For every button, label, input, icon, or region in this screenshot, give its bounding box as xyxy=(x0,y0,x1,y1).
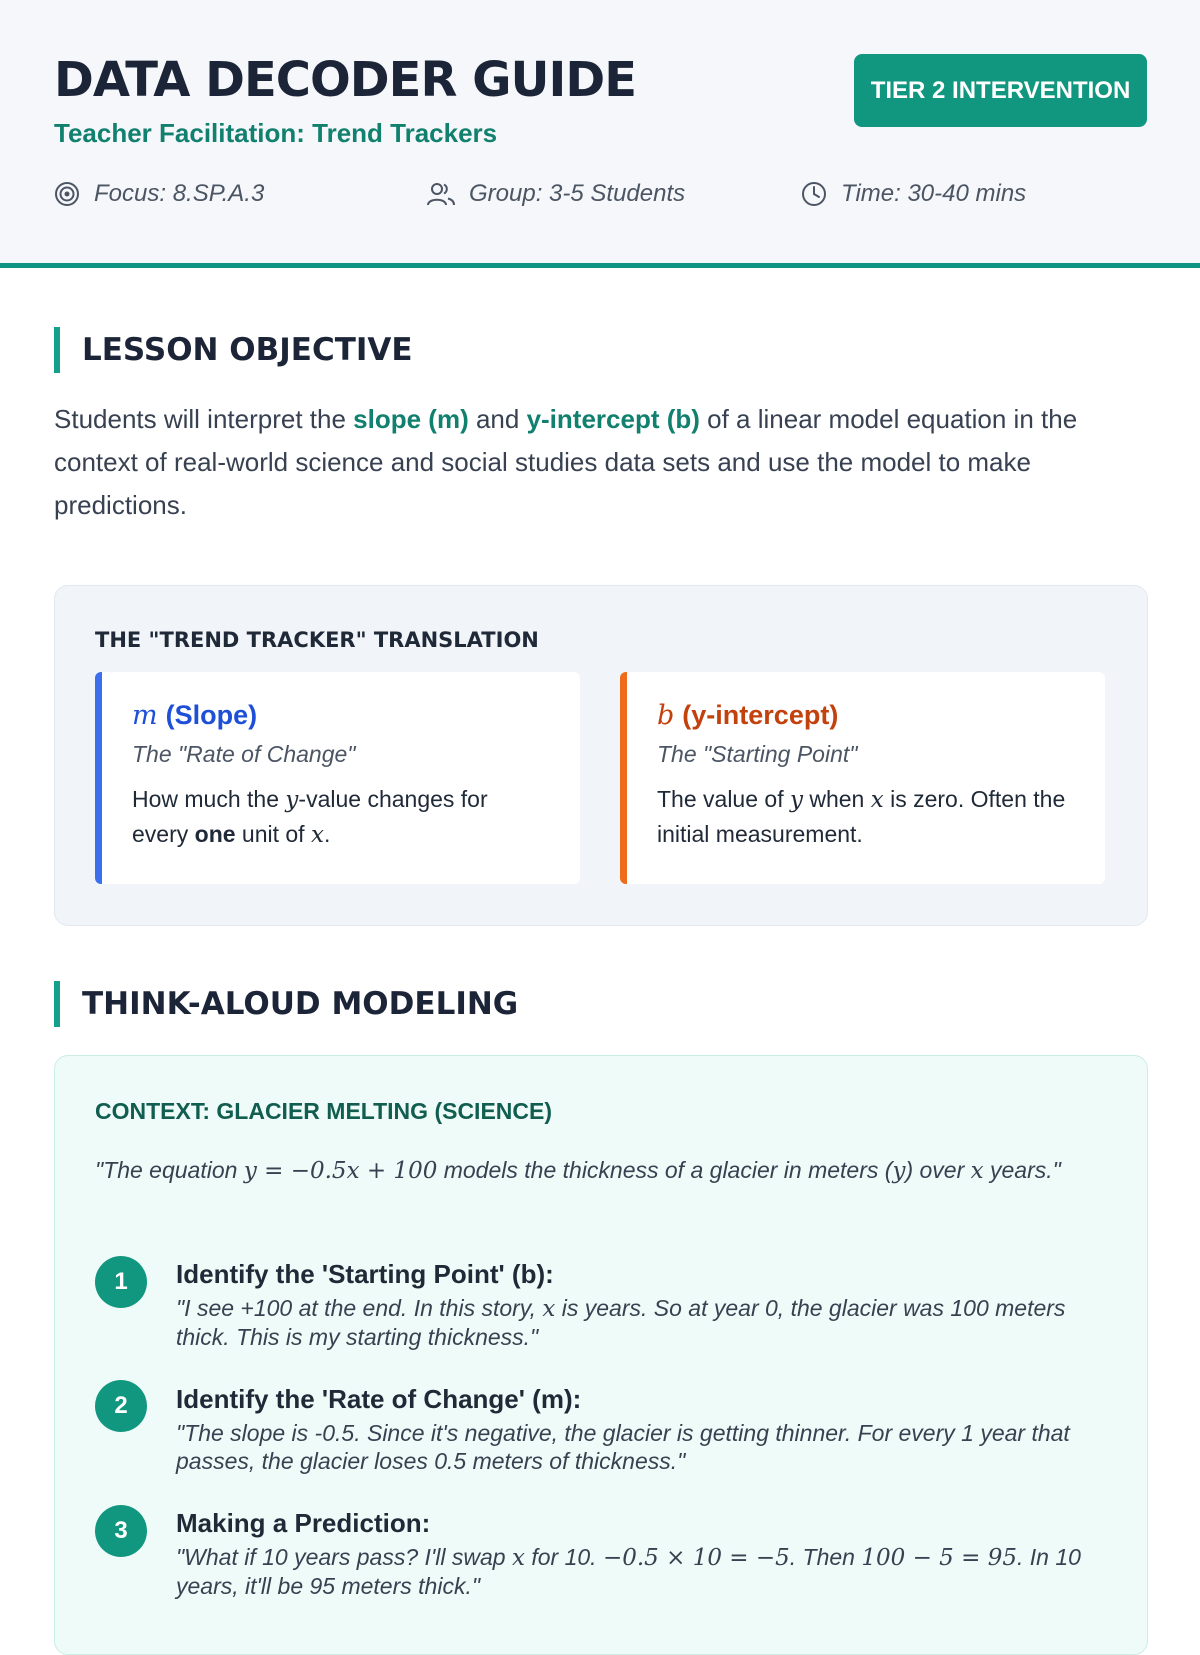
slope-variable: m xyxy=(132,700,158,731)
text-part: unit of xyxy=(235,821,311,847)
group-text: Group: 3-5 Students xyxy=(469,180,686,207)
math-var: y xyxy=(892,1158,906,1184)
math-var: y xyxy=(789,787,803,813)
time-text: Time: 30-40 mins xyxy=(841,180,1027,207)
step-title-3: Making a Prediction: xyxy=(176,1508,431,1538)
slope-card-heading xyxy=(132,700,550,731)
objective-text-part: Students will interpret the xyxy=(54,404,354,434)
page-title: DATA DECODER GUIDE xyxy=(54,52,636,108)
slope-highlight: slope (m) xyxy=(353,404,469,434)
step-text-1 xyxy=(176,1294,1106,1351)
time-meta xyxy=(801,180,1026,208)
math-expression: −0.5 × 10 = −5 xyxy=(602,1545,790,1571)
target-icon xyxy=(54,181,80,207)
intercept-variable: b xyxy=(657,700,675,731)
equation-quote xyxy=(95,1151,1105,1191)
equation: y = −0.5x + 100 xyxy=(243,1158,438,1184)
text-part: when xyxy=(802,786,871,812)
lesson-objective-heading: LESSON OBJECTIVE xyxy=(54,327,413,373)
text-part: -value changes for every xyxy=(132,786,488,847)
focus-meta xyxy=(54,180,264,208)
math-var: x xyxy=(310,822,324,848)
math-expression: 100 − 5 = 95 xyxy=(861,1545,1017,1571)
clock-icon xyxy=(801,181,827,207)
math-var: x xyxy=(542,1296,556,1322)
text-part: . Then xyxy=(789,1544,862,1570)
intercept-card-body xyxy=(657,782,1075,851)
text-part: How much the xyxy=(132,786,286,812)
text-part: is zero. Often the initial measurement. xyxy=(657,786,1066,847)
modeling-panel xyxy=(54,1055,1148,1655)
slope-card-body xyxy=(132,782,550,852)
slope-card-title: (Slope) xyxy=(165,700,258,730)
step-text-3 xyxy=(176,1543,1106,1600)
intercept-card-title: (y-intercept) xyxy=(682,700,839,730)
translation-title: THE "TREND TRACKER" TRANSLATION xyxy=(95,628,539,652)
tier-2-intervention-button[interactable]: TIER 2 INTERVENTION xyxy=(854,54,1147,127)
math-var: x xyxy=(870,787,884,813)
translation-panel xyxy=(54,585,1148,926)
text-part: models the thickness of a glacier in meters ( xyxy=(437,1157,893,1183)
context-label: CONTEXT: GLACIER MELTING (SCIENCE) xyxy=(95,1098,553,1124)
text-part: "What if 10 years pass? I'll swap xyxy=(176,1544,512,1570)
objective-text-part: of a linear model equation in the context of real-world science and social studies data sets and use the model to make predictions. xyxy=(54,404,1078,520)
slope-card xyxy=(95,672,580,884)
think-aloud-heading: THINK-ALOUD MODELING xyxy=(54,981,518,1027)
intercept-card-heading xyxy=(657,700,1075,731)
text-part: ) over xyxy=(905,1157,971,1183)
text-part: . xyxy=(323,821,331,847)
math-var: x xyxy=(970,1158,984,1184)
page-header xyxy=(0,0,1200,268)
users-icon xyxy=(427,181,455,207)
page-subtitle: Teacher Facilitation: Trend Trackers xyxy=(54,118,498,148)
text-part: . In 10 years, it'll be 95 meters thick." xyxy=(176,1544,1081,1599)
slope-card-subtitle: The "Rate of Change" xyxy=(132,741,356,767)
step-number-3: 3 xyxy=(95,1505,147,1557)
text-part: is years. So at year 0, the glacier was 100 meters thick. This is my starting thickness." xyxy=(176,1295,1066,1350)
intercept-card xyxy=(620,672,1105,884)
step-number-1: 1 xyxy=(95,1256,147,1308)
step-title-2: Identify the 'Rate of Change' (m): xyxy=(176,1384,582,1414)
bold-text: one xyxy=(194,821,236,847)
step-text-2: "The slope is -0.5. Since it's negative, the glacier is getting thinner. For every 1 year that passes, the glacier loses 0.5 meters of thickness." xyxy=(176,1420,1070,1474)
text-part: "The equation xyxy=(95,1157,244,1183)
intercept-card-subtitle: The "Starting Point" xyxy=(657,741,858,767)
math-var: y xyxy=(285,787,299,813)
math-var: x xyxy=(511,1545,525,1571)
text-part: for 10. xyxy=(524,1544,603,1570)
group-meta xyxy=(427,180,685,208)
objective-text-part: and xyxy=(468,404,527,434)
intercept-highlight: y-intercept (b) xyxy=(526,404,700,434)
objective-text xyxy=(54,398,1154,527)
step-title-1: Identify the 'Starting Point' (b): xyxy=(176,1259,554,1289)
text-part: years." xyxy=(983,1157,1061,1183)
step-number-2: 2 xyxy=(95,1380,147,1432)
text-part: The value of xyxy=(657,786,790,812)
focus-text: Focus: 8.SP.A.3 xyxy=(94,180,265,207)
text-part: "I see +100 at the end. In this story, xyxy=(176,1295,543,1321)
